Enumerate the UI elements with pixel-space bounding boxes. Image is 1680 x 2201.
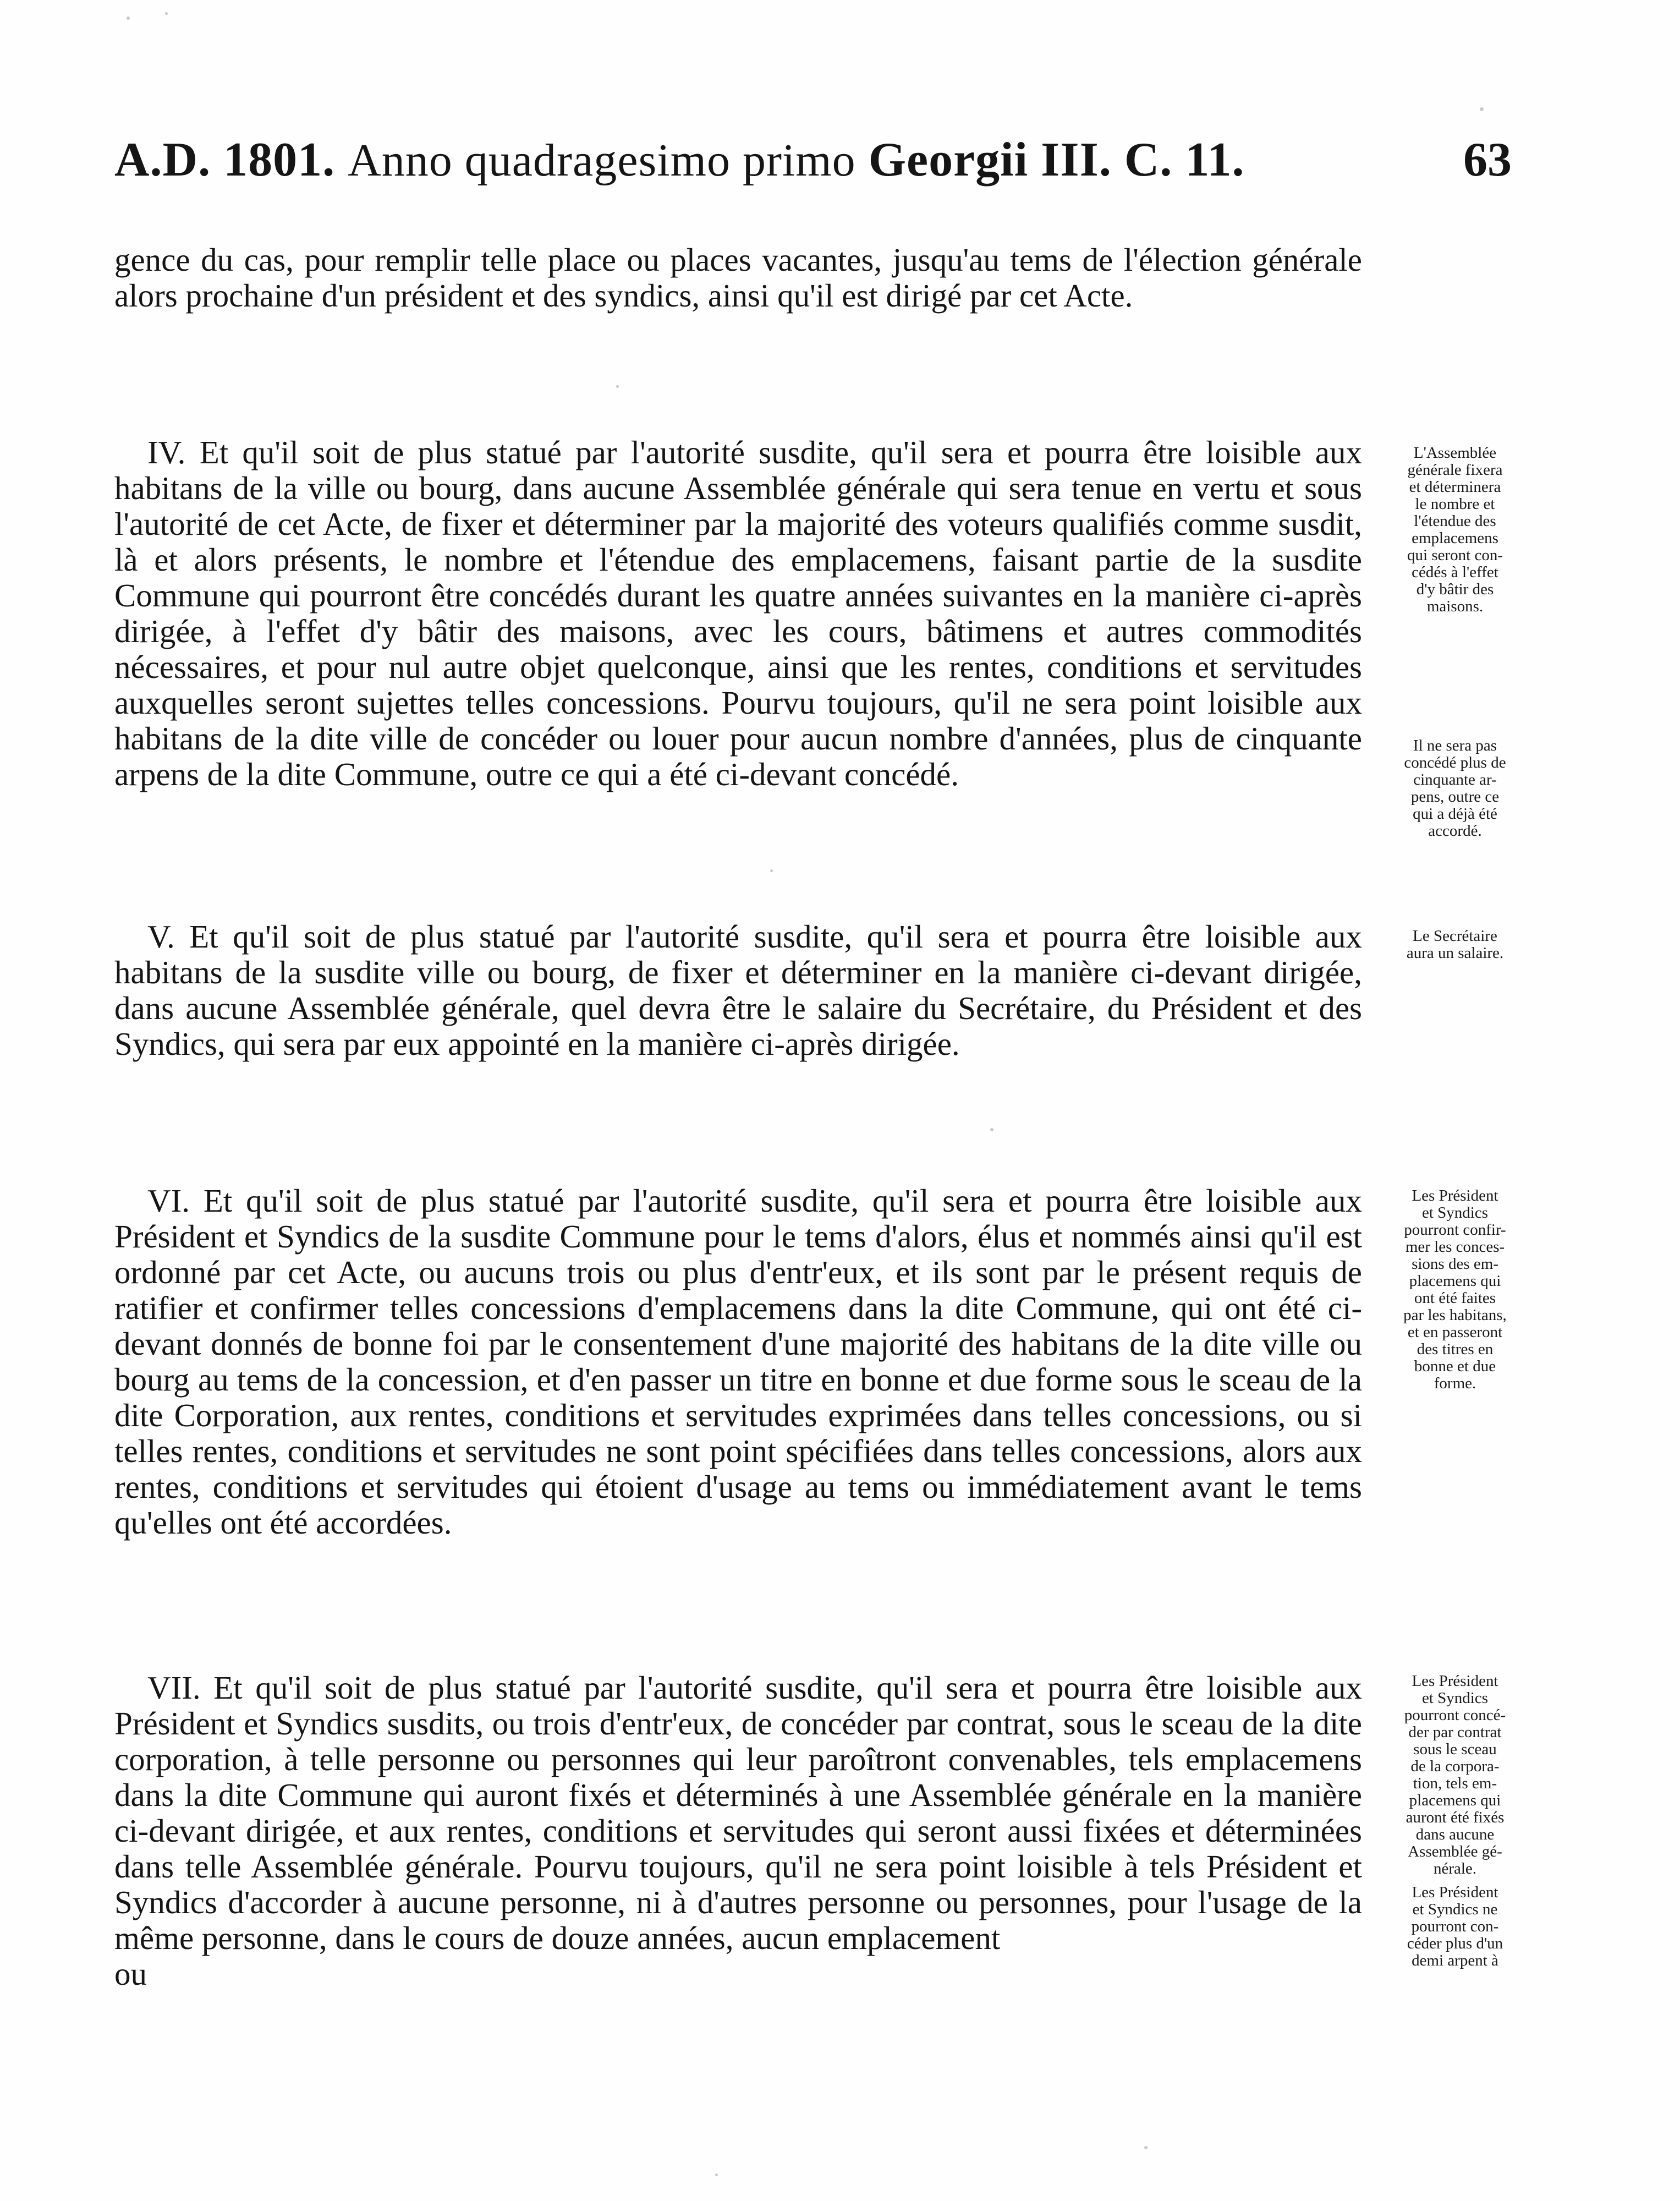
print-speck xyxy=(715,2173,718,2176)
header-year: A.D. 1801. xyxy=(114,133,336,187)
margin-note-half-arpent xyxy=(1375,1884,1535,1969)
section-iv-text: Et qu'il soit de plus statué par l'autorité susdite, qu'il sera et pourra être loisible aux habitans de la ville ou bourg, dans aucune Assemblée générale qui sera tenue en vertu et sous l'autorité de cet Acte, de fixer et déterminer par la majorité des voteurs qualifiés comme susdit, là et alors présents, le nombre et l'étendue des emplacemens, faisant partie de la susdite Commune qui pourront être concédés durant les quatre années suivantes en la manière ci-après dirigée, à l'effet d'y bâtir des maisons, avec les cours, bâtimens et autres commodités nécessaires, et pour nul autre objet quelconque, ainsi que les rentes, conditions et servitudes auxquelles seront sujettes telles concessions. Pourvu toujours, qu'il ne sera point loisible aux habitans de la dite ville de concéder ou louer pour aucun nombre d'années, plus de cinquante arpens de la dite Commune, outre ce qui a été ci-devant concédé. xyxy=(114,434,1362,792)
section-vii-text: Et qu'il soit de plus statué par l'autorité susdite, qu'il sera et pourra être loisible aux Président et Syndics susdits, ou trois d'entr'eux, de concéder par contrat, sous le sceau de la dite corporation, à telle personne ou personnes qui leur paroîtront convenables, tels emplacemens dans la dite Commune qui auront fixés et déterminés à une Assemblée générale en la manière ci-devant dirigée, et aux rentes, conditions et servitudes qui seront aussi fixées et déterminées dans telle Assemblée générale. Pourvu toujours, qu'il ne sera point loisible à tels Président et Syndics d'accorder à aucune personne, ni à d'autres personne ou personnes, pour l'usage de la même personne, dans le cours de douze années, aucun emplacement xyxy=(114,1669,1362,1956)
margin-note-line: aura un salaire. xyxy=(1406,944,1504,962)
margin-note-line: ont été faites xyxy=(1414,1289,1496,1307)
margin-note-line: pourront confir- xyxy=(1404,1221,1506,1239)
section-v-body xyxy=(114,919,1362,1062)
print-speck xyxy=(990,1128,993,1131)
section-vi xyxy=(114,1183,1362,1541)
section-vi-number: VI. xyxy=(147,1182,190,1219)
margin-note-line: dans aucune xyxy=(1415,1826,1495,1843)
margin-note-line: des titres en xyxy=(1417,1340,1494,1358)
margin-note-secretary xyxy=(1375,928,1535,962)
print-speck xyxy=(165,12,168,15)
margin-note-line: accordé. xyxy=(1428,822,1482,840)
section-vi-text: Et qu'il soit de plus statué par l'autorité susdite, qu'il sera et pourra être loisible aux Président et Syndics de la susdite Commune pour le tems d'alors, élus et nommés ainsi qu'il est ordonné par cet Acte, ou aucuns trois ou plus d'entr'eux, et ils sont par le présent requis de ratifier et confirmer telles concessions d'emplacemens dans la dite Commune, qui ont été ci-devant donnés de bonne foi par le consentement d'une majorité des habitans de la dite ville ou bourg au tems de la concession, et d'en passer un titre en bonne et due forme sous le sceau de la dite Corporation, aux rentes, conditions et servitudes exprimées dans telles concessions, ou si telles rentes, conditions et servitudes ne sont point spécifiées dans telles concessions, alors aux rentes, conditions et servitudes qui étoient d'usage au tems ou immédiatement avant le tems qu'elles ont été accordées. xyxy=(114,1182,1362,1541)
margin-note-line: et Syndics xyxy=(1421,1204,1489,1222)
margin-note-line: pens, outre ce xyxy=(1410,788,1500,806)
margin-note-grant-by-contract xyxy=(1375,1673,1535,1877)
margin-note-line: emplacemens xyxy=(1412,529,1498,547)
margin-note-line: d'y bâtir des xyxy=(1416,581,1494,598)
margin-note-line: et en passeront xyxy=(1407,1323,1503,1341)
margin-note-line: Les Président xyxy=(1412,1187,1498,1204)
print-speck xyxy=(1480,107,1484,111)
running-header xyxy=(114,132,1512,198)
margin-note-line: de la corpora- xyxy=(1410,1757,1500,1775)
section-v xyxy=(114,919,1362,1062)
margin-note-line: forme. xyxy=(1434,1375,1476,1392)
margin-note-line: maisons. xyxy=(1426,598,1484,615)
section-iv xyxy=(114,435,1362,792)
margin-note-line: Les Président xyxy=(1412,1672,1498,1690)
header-reign: Georgii III. xyxy=(868,133,1112,187)
margin-note-line: concédé plus de xyxy=(1404,754,1506,771)
margin-note-line: Le Secrétaire xyxy=(1413,927,1497,945)
section-iv-body xyxy=(114,435,1362,792)
margin-note-line: pourront concé- xyxy=(1404,1706,1506,1724)
margin-note-line: par les habitans, xyxy=(1403,1306,1507,1324)
print-speck xyxy=(127,17,130,20)
margin-note-line: et déterminera xyxy=(1409,478,1501,496)
print-speck xyxy=(616,385,619,388)
paragraph-continuation-text: gence du cas, pour remplir telle place ou places vacantes, jusqu'au tems de l'élection générale alors prochaine d'un président et des syndics, ainsi qu'il est dirigé par cet Acte. xyxy=(114,242,1362,314)
margin-note-line: Les Président xyxy=(1412,1884,1498,1901)
margin-note-line: le nombre et xyxy=(1415,495,1495,513)
section-v-text: Et qu'il soit de plus statué par l'autorité susdite, qu'il sera et pourra être loisible aux habitans de la susdite ville ou bourg, de fixer et déterminer en la manière ci-devant dirigée, dans aucune Assemblée générale, quel devra être le salaire du Secrétaire, du Président et des Syndics, qui sera par eux appointé en la manière ci-après dirigée. xyxy=(114,918,1362,1062)
margin-note-line: L'Assemblée xyxy=(1413,444,1497,462)
page-number: 63 xyxy=(1463,133,1512,187)
margin-note-line: qui a déjà été xyxy=(1413,805,1497,823)
margin-note-line: der par contrat xyxy=(1408,1723,1502,1741)
margin-note-line: sions des em- xyxy=(1412,1255,1498,1273)
header-chapter: C. 11. xyxy=(1124,133,1245,187)
margin-note-line: bonne et due xyxy=(1414,1357,1496,1375)
margin-note-line: Il ne sera pas xyxy=(1413,737,1497,754)
margin-note-line: qui seront con- xyxy=(1407,546,1503,564)
margin-note-line: mer les conces- xyxy=(1405,1238,1505,1256)
catchword: ou xyxy=(114,1956,147,1992)
section-vii-body xyxy=(114,1670,1362,1956)
margin-note-line: nérale. xyxy=(1433,1860,1477,1877)
margin-note-line: et Syndics xyxy=(1421,1689,1489,1707)
margin-note-line: céder plus d'un xyxy=(1407,1935,1503,1952)
header-title xyxy=(114,132,1245,188)
margin-note-line: placemens qui xyxy=(1409,1272,1501,1290)
margin-note-line: cédés à l'effet xyxy=(1412,563,1498,581)
section-vii-number: VII. xyxy=(147,1669,201,1706)
margin-note-line: demi arpent à xyxy=(1412,1952,1498,1969)
section-v-number: V. xyxy=(147,918,175,955)
header-anno: Anno quadragesimo primo xyxy=(348,135,856,186)
margin-note-line: sous le sceau xyxy=(1413,1740,1497,1758)
margin-note-line: auront été fixés xyxy=(1406,1809,1505,1826)
print-speck xyxy=(1144,2146,1148,2149)
paragraph-continuation xyxy=(114,242,1362,314)
margin-note-fifty-arpents xyxy=(1375,737,1535,840)
margin-note-line: générale fixera xyxy=(1407,461,1503,479)
margin-note-confirm-concessions xyxy=(1375,1187,1535,1392)
print-speck xyxy=(770,869,773,872)
margin-note-assembly xyxy=(1375,445,1535,615)
margin-note-line: Assemblée gé- xyxy=(1408,1843,1502,1860)
margin-note-line: pourront con- xyxy=(1411,1918,1499,1935)
section-iv-number: IV. xyxy=(147,434,186,470)
section-vi-body xyxy=(114,1183,1362,1541)
margin-note-line: tion, tels em- xyxy=(1413,1775,1497,1792)
margin-note-line: cinquante ar- xyxy=(1413,771,1497,789)
margin-note-line: placemens qui xyxy=(1409,1792,1501,1809)
margin-note-line: et Syndics ne xyxy=(1412,1901,1498,1918)
margin-note-line: l'étendue des xyxy=(1414,512,1496,530)
section-vii xyxy=(114,1670,1362,1992)
